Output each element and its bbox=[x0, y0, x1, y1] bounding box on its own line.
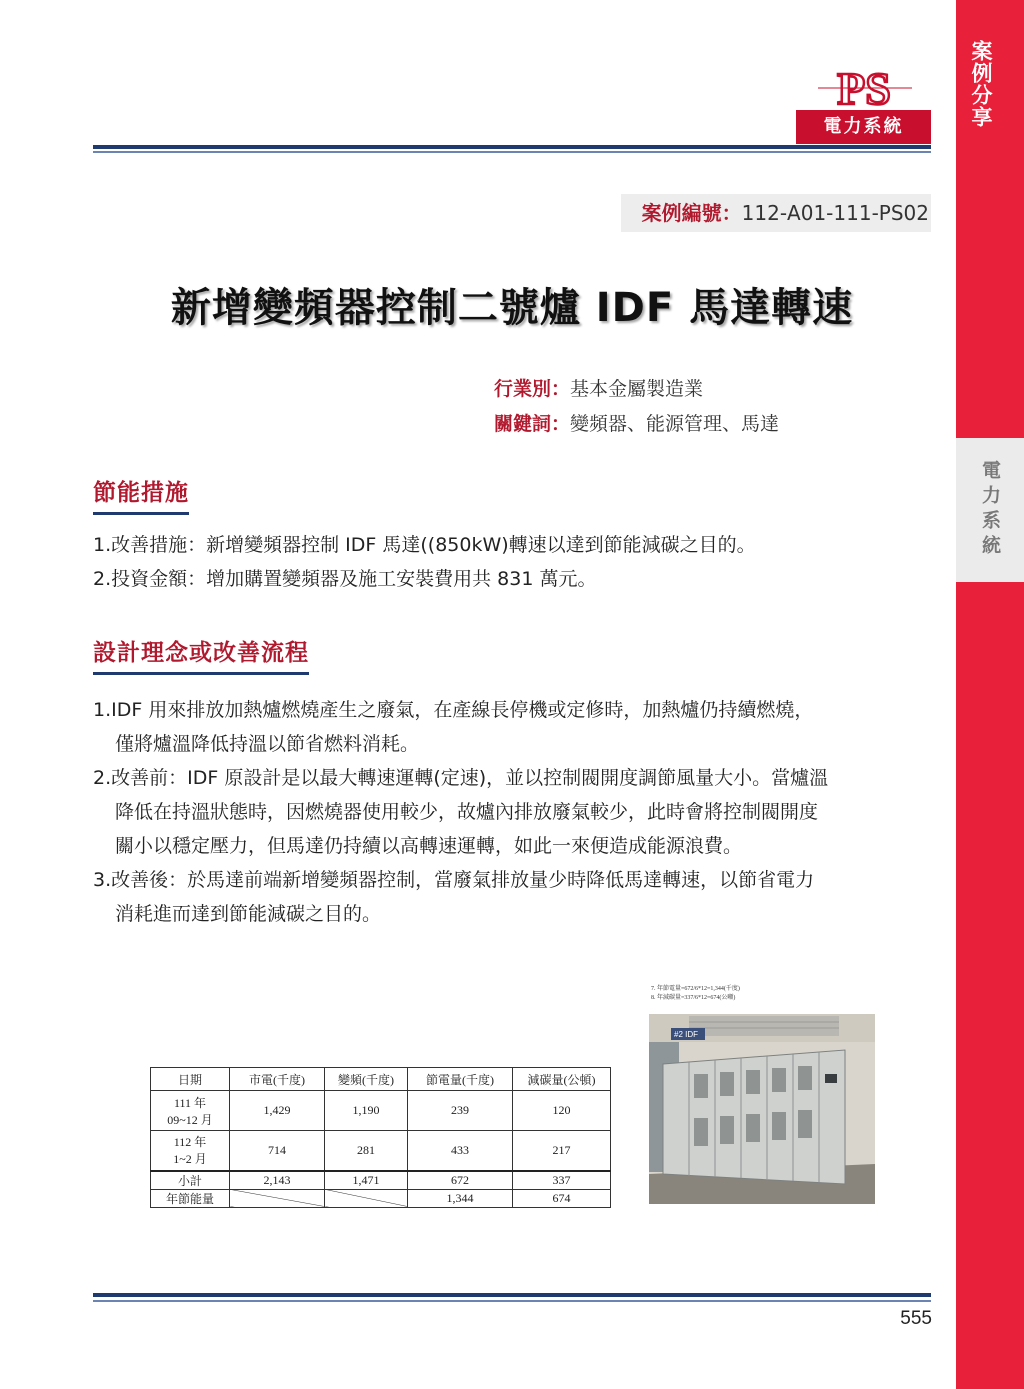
table-cell-date bbox=[151, 1091, 230, 1131]
annotation-line: 7. 年節電量=672/6*12=1,344(千度) bbox=[651, 986, 740, 992]
side-bar bbox=[956, 0, 1024, 1389]
table-cell: 674 bbox=[513, 1189, 611, 1207]
table-cell: 2,143 bbox=[230, 1171, 325, 1190]
column-header: 變頻(千度) bbox=[325, 1068, 408, 1091]
table-cell: 714 bbox=[230, 1131, 325, 1171]
footer-rule-thin bbox=[93, 1300, 931, 1302]
header-rule-thin bbox=[93, 151, 931, 153]
section-heading-design-concept: 設計理念或改善流程 bbox=[93, 634, 309, 675]
date-line: 1~2 月 bbox=[173, 1152, 207, 1167]
paragraph-line: 1.IDF 用來排放加熱爐燃燒產生之廢氣，在產線長停機或定修時，加熱爐仍持續燃燒， bbox=[93, 699, 814, 721]
paragraph-line: 2.改善前：IDF 原設計是以最大轉速運轉(定速)，並以控制閥開度調節風量大小。當爐溫 bbox=[93, 767, 829, 789]
table-row-subtotal bbox=[151, 1171, 611, 1190]
industry-line bbox=[494, 374, 703, 401]
keyword-value: 變頻器、能源管理、馬達 bbox=[570, 413, 780, 435]
table-cell: 281 bbox=[325, 1131, 408, 1171]
table-cell: 1,190 bbox=[325, 1091, 408, 1131]
table-cell: 672 bbox=[408, 1171, 513, 1190]
case-number-label: 案例編號： bbox=[641, 201, 742, 225]
vfd-cabinet-photo bbox=[649, 1014, 875, 1204]
table-cell: 433 bbox=[408, 1131, 513, 1171]
table-row bbox=[151, 1131, 611, 1171]
side-tab-power-system-label: 電力系統 bbox=[979, 460, 1001, 560]
paragraph-line: 降低在持溫狀態時，因燃燒器使用較少，故爐內排放廢氣較少，此時會將控制閥開度 bbox=[115, 801, 819, 823]
paragraph-line: 僅將爐溫降低持溫以節省燃料消耗。 bbox=[115, 733, 420, 755]
table-row-annual bbox=[151, 1189, 611, 1207]
table-header-row bbox=[151, 1068, 611, 1091]
table-cell-date bbox=[151, 1131, 230, 1171]
column-header: 節電量(千度) bbox=[408, 1068, 513, 1091]
table-cell: 239 bbox=[408, 1091, 513, 1131]
footer-rule bbox=[93, 1293, 931, 1297]
keyword-line bbox=[494, 409, 779, 436]
page-number: 555 bbox=[900, 1308, 932, 1329]
column-header: 日期 bbox=[151, 1068, 230, 1091]
logo-tag-power-system: 電力系統 bbox=[796, 110, 931, 144]
ps-logo bbox=[812, 66, 917, 110]
ps-logo-text: PS bbox=[837, 66, 891, 110]
table-cell: 年節能量 bbox=[151, 1189, 230, 1207]
table-row bbox=[151, 1091, 611, 1131]
paragraph-line: 2.投資金額：增加購置變頻器及施工安裝費用共 831 萬元。 bbox=[93, 568, 597, 590]
column-header: 減碳量(公頓) bbox=[513, 1068, 611, 1091]
date-line: 111 年 bbox=[173, 1095, 207, 1110]
table-cell: 1,429 bbox=[230, 1091, 325, 1131]
photo-annotation bbox=[651, 985, 740, 1003]
section-heading-energy-measures: 節能措施 bbox=[93, 474, 189, 515]
case-number-value: 112-A01-111-PS02 bbox=[741, 201, 929, 225]
paragraph-line: 3.改善後：於馬達前端新增變頻器控制，當廢氣排放量少時降低馬達轉速，以節省電力 bbox=[93, 869, 815, 891]
table-cell: 1,344 bbox=[408, 1189, 513, 1207]
table-cell: 120 bbox=[513, 1091, 611, 1131]
list-item bbox=[93, 863, 938, 931]
photo-label: #2 IDF bbox=[674, 1030, 699, 1039]
header-rule bbox=[93, 145, 931, 149]
table-cell-empty bbox=[230, 1189, 325, 1207]
paragraph-line: 消耗進而達到節能減碳之目的。 bbox=[115, 903, 382, 925]
section1-body bbox=[93, 528, 938, 596]
side-tab-power-system[interactable] bbox=[956, 438, 1024, 582]
paragraph-line: 1.改善措施：新增變頻器控制 IDF 馬達((850kW)轉速以達到節能減碳之目的。 bbox=[93, 534, 756, 556]
date-line: 112 年 bbox=[173, 1135, 207, 1150]
keyword-label: 關鍵詞： bbox=[494, 413, 571, 435]
list-item bbox=[93, 693, 938, 761]
column-header: 市電(千度) bbox=[230, 1068, 325, 1091]
table-cell: 217 bbox=[513, 1131, 611, 1171]
list-item bbox=[93, 761, 938, 863]
page-title: 新增變頻器控制二號爐 IDF 馬達轉速 bbox=[170, 285, 854, 331]
industry-label: 行業別： bbox=[494, 378, 571, 400]
case-number bbox=[621, 194, 931, 232]
table-cell: 1,471 bbox=[325, 1171, 408, 1190]
table-cell: 337 bbox=[513, 1171, 611, 1190]
annotation-line: 8. 年減碳量=337/6*12=674(公噸) bbox=[651, 995, 736, 1001]
energy-savings-table bbox=[150, 1067, 611, 1208]
date-line: 09~12 月 bbox=[167, 1112, 213, 1127]
industry-value: 基本金屬製造業 bbox=[570, 378, 704, 400]
paragraph-line: 關小以穩定壓力，但馬達仍持續以高轉速運轉，如此一來便造成能源浪費。 bbox=[115, 835, 743, 857]
side-tab-case-share[interactable]: 案例分享 bbox=[969, 40, 993, 128]
table-cell: 小計 bbox=[151, 1171, 230, 1190]
section2-body bbox=[93, 693, 938, 931]
table-cell-empty bbox=[325, 1189, 408, 1207]
